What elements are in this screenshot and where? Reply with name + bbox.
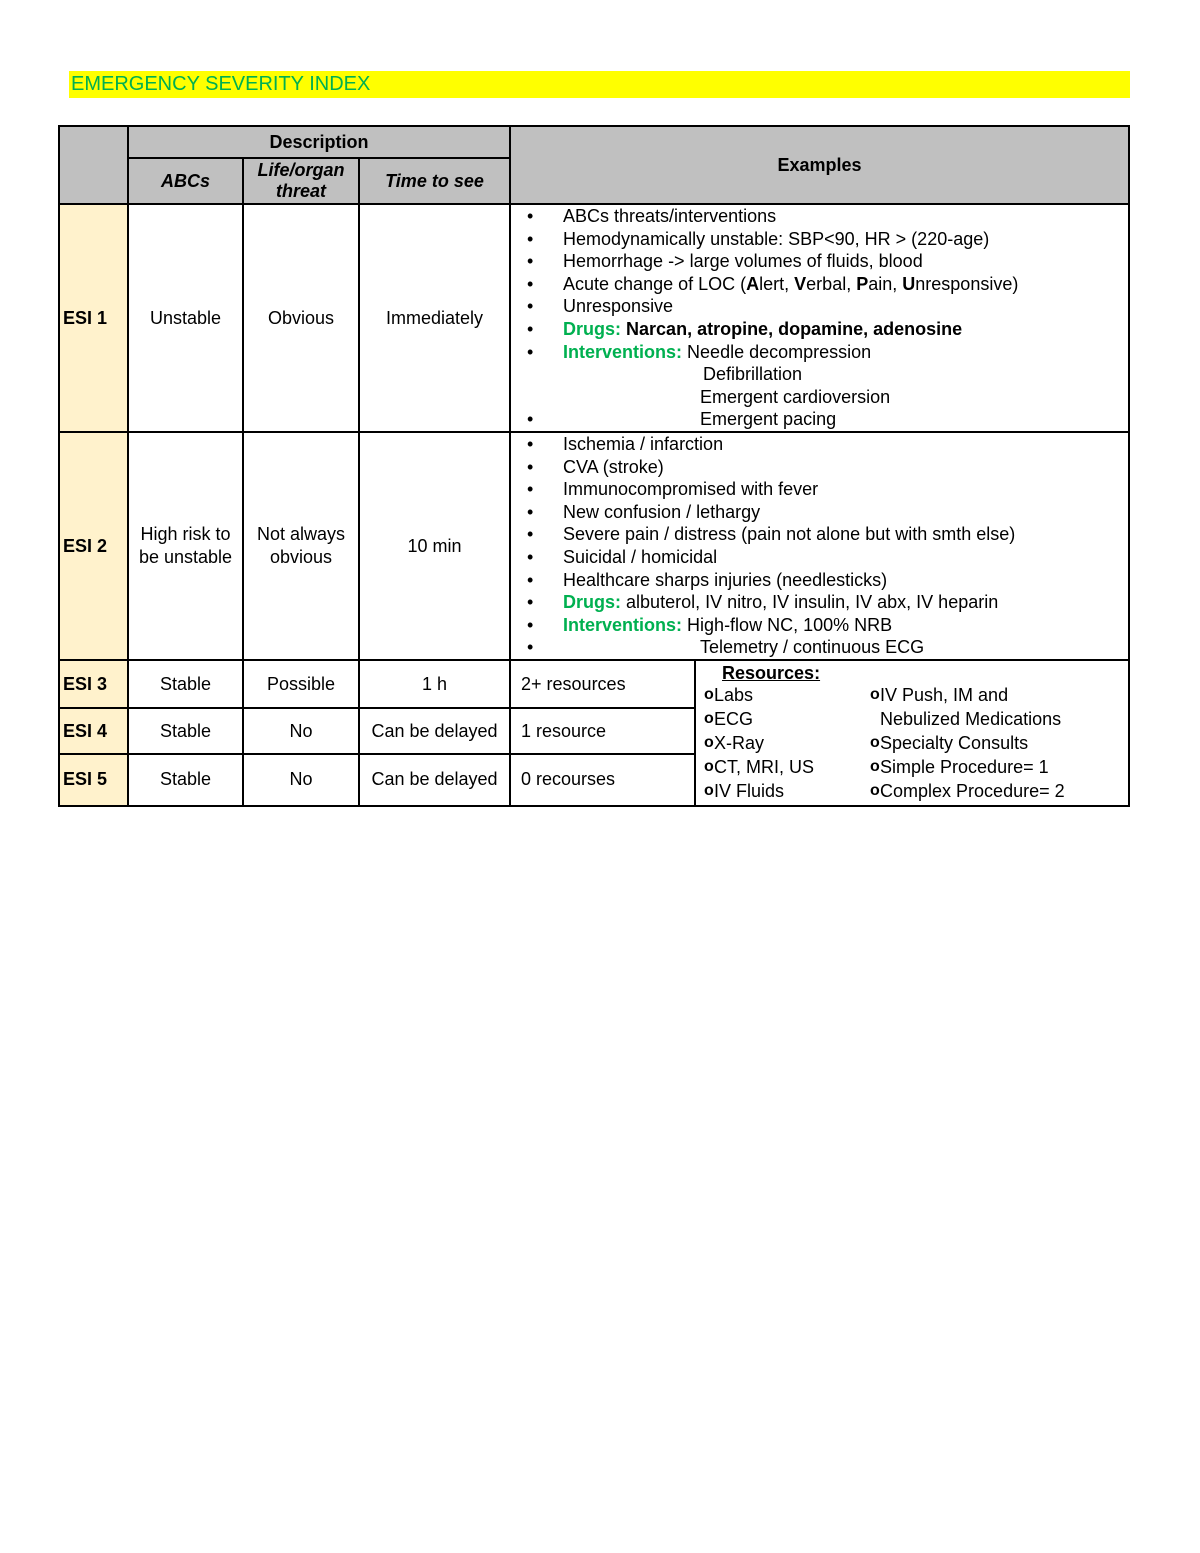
examples-list: [511, 205, 1128, 431]
time-cell: 1 h: [359, 660, 510, 708]
time-cell: 10 min: [359, 432, 510, 660]
list-item-interventions: [511, 614, 1128, 637]
list-item: • Immunocompromised with fever: [511, 478, 1128, 501]
list-item: • Ischemia / infarction: [511, 433, 1128, 456]
resources-cell: 2+ resources: [510, 660, 695, 708]
list-item: • Unresponsive: [511, 295, 1128, 318]
header-abcs: ABCs: [128, 158, 243, 204]
header-corner: [59, 126, 128, 204]
abcs-cell: High risk to be unstable: [128, 432, 243, 660]
threat-cell: Possible: [243, 660, 359, 708]
header-description: Description: [128, 126, 510, 158]
interventions-label: Interventions:: [563, 614, 683, 635]
threat-cell: No: [243, 708, 359, 753]
list-item: o Specialty Consults: [862, 731, 1065, 755]
threat-cell: Not always obvious: [243, 432, 359, 660]
drugs-text: albuterol, IV nitro, IV insulin, IV abx, IV heparin: [626, 592, 999, 613]
examples-list: [511, 433, 1128, 659]
threat-cell: Obvious: [243, 204, 359, 432]
list-item: • Hemorrhage -> large volumes of fluids, blood: [511, 250, 1128, 273]
resources-title: Resources:: [722, 662, 821, 683]
drugs-text: Narcan, atropine, dopamine, adenosine: [626, 318, 963, 339]
resources-legend: [695, 660, 1129, 806]
list-item: o X-Ray: [696, 731, 814, 755]
esi-table: [58, 125, 1130, 807]
list-item-drugs: [511, 318, 1128, 341]
list-item: Defibrillation: [703, 364, 803, 385]
list-item: • ABCs threats/interventions: [511, 205, 1128, 228]
list-item: o Labs: [696, 683, 814, 707]
list-item: o IV Push, IM and: [862, 683, 1065, 707]
list-item: • Severe pain / distress (pain not alone but with smth else): [511, 523, 1128, 546]
interventions-label: Interventions:: [563, 341, 683, 362]
threat-cell: No: [243, 754, 359, 806]
list-item-drugs: [511, 591, 1128, 614]
abcs-cell: Stable: [128, 708, 243, 753]
list-item: Emergent cardioversion: [700, 386, 891, 407]
level-esi-3: ESI 3: [59, 660, 128, 708]
row-esi-2: [59, 432, 1129, 660]
interventions-text: High-flow NC, 100% NRB: [687, 614, 893, 635]
list-item: • New confusion / lethargy: [511, 501, 1128, 524]
list-item: • CVA (stroke): [511, 456, 1128, 479]
list-item: • Hemodynamically unstable: SBP<90, HR > (220-age): [511, 228, 1128, 251]
resources-col-2: [862, 683, 1065, 803]
resources-cell: 0 recourses: [510, 754, 695, 806]
list-item-interventions: [511, 341, 1128, 364]
resources-cell: 1 resource: [510, 708, 695, 753]
level-esi-5: ESI 5: [59, 754, 128, 806]
list-item: o CT, MRI, US: [696, 755, 814, 779]
list-item: • Acute change of LOC (Alert, Verbal, Pain, Unresponsive): [511, 273, 1128, 296]
time-cell: Can be delayed: [359, 754, 510, 806]
examples-cell: [510, 432, 1129, 660]
list-item: o Complex Procedure= 2: [862, 779, 1065, 803]
list-item: o ECG: [696, 707, 814, 731]
list-item: • Suicidal / homicidal: [511, 546, 1128, 569]
abcs-cell: Stable: [128, 660, 243, 708]
list-item: o Simple Procedure= 1: [862, 755, 1065, 779]
time-cell: Immediately: [359, 204, 510, 432]
row-esi-3: [59, 660, 1129, 708]
resources-col-1: [696, 683, 814, 803]
list-item: • Telemetry / continuous ECG: [511, 636, 1128, 659]
level-esi-1: ESI 1: [59, 204, 128, 432]
abcs-cell: Stable: [128, 754, 243, 806]
header-life-organ-threat: Life/organ threat: [243, 158, 359, 204]
header-examples: Examples: [510, 126, 1129, 204]
row-esi-1: [59, 204, 1129, 432]
list-item: • Emergent pacing: [511, 408, 1128, 431]
header-time-to-see: Time to see: [359, 158, 510, 204]
page-title: EMERGENCY SEVERITY INDEX: [71, 73, 371, 95]
list-item: • Healthcare sharps injuries (needlesticks): [511, 569, 1128, 592]
drugs-label: Drugs:: [563, 318, 622, 339]
drugs-label: Drugs:: [563, 592, 622, 613]
level-esi-4: ESI 4: [59, 708, 128, 753]
time-cell: Can be delayed: [359, 708, 510, 753]
title-bar: [69, 71, 1130, 98]
interventions-text: Needle decompression: [687, 341, 872, 362]
level-esi-2: ESI 2: [59, 432, 128, 660]
list-item: o IV Fluids: [696, 779, 814, 803]
list-item: Nebulized Medications: [880, 708, 1062, 729]
examples-cell: [510, 204, 1129, 432]
abcs-cell: Unstable: [128, 204, 243, 432]
